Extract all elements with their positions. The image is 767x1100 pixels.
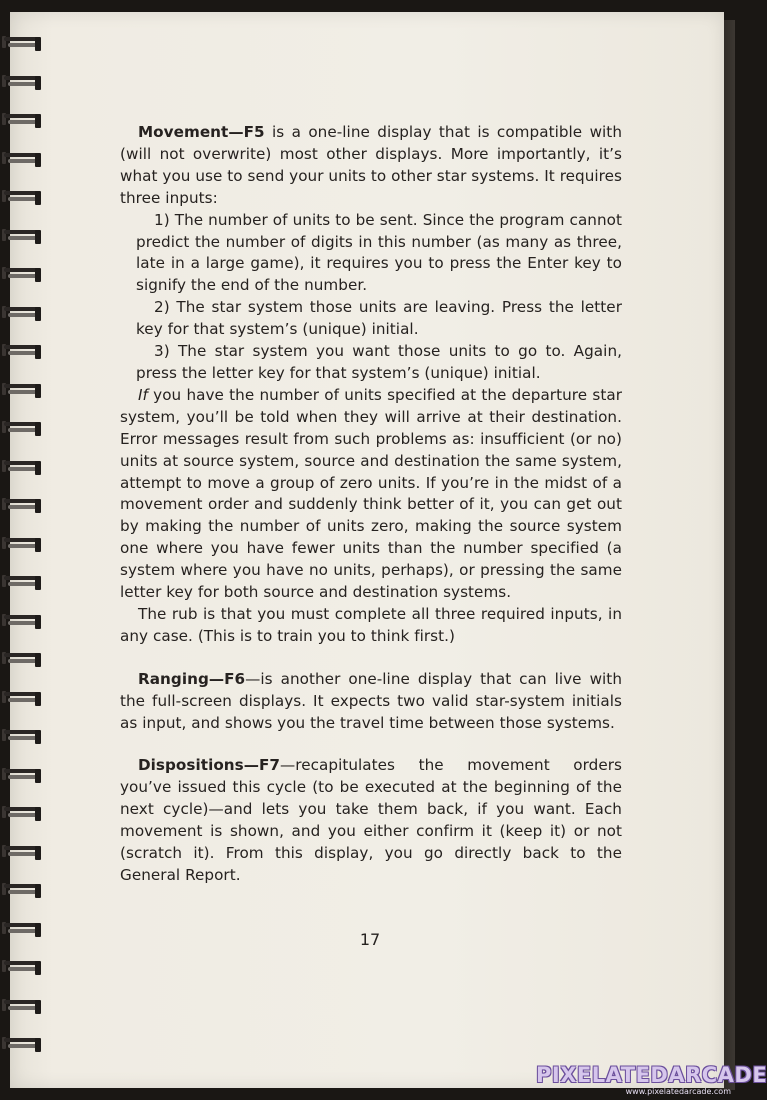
section-gap	[120, 734, 622, 755]
binding-ring	[2, 766, 46, 784]
ranging-paragraph	[120, 669, 622, 735]
binding-ring	[2, 535, 46, 553]
movement-closing: The rub is that you must complete all three required inputs, in any case. (This is to train you to think first.)	[120, 604, 622, 645]
binding-ring	[2, 304, 46, 322]
binding-ring	[2, 689, 46, 707]
movement-item-2: 2) The star system those units are leaving. Press the letter key for that system’s (unique) initial.	[136, 298, 622, 339]
manual-text	[120, 122, 622, 887]
binding-ring	[2, 458, 46, 476]
binding-ring	[2, 188, 46, 206]
ranging-heading: Ranging—F6	[138, 669, 246, 688]
binding-ring	[2, 573, 46, 591]
binding-ring	[2, 612, 46, 630]
movement-details	[120, 385, 622, 604]
binding-ring	[2, 843, 46, 861]
binding-ring	[2, 381, 46, 399]
binding-ring	[2, 804, 46, 822]
page-number: 17	[359, 930, 381, 949]
watermark-logo: PIXELATEDARCADE	[536, 1063, 767, 1087]
spiral-binding	[0, 0, 60, 1100]
movement-item-3: 3) The star system you want those units to go to. Again, press the letter key for that system’s (unique) initial.	[136, 342, 622, 382]
movement-heading: Movement—F5	[138, 123, 265, 141]
binding-ring	[2, 727, 46, 745]
binding-ring	[2, 265, 46, 283]
binding-ring	[2, 650, 46, 668]
section-gap	[120, 648, 622, 669]
binding-ring	[2, 342, 46, 360]
binding-ring	[2, 419, 46, 437]
movement-paragraph	[120, 122, 622, 210]
dispositions-body: —recapitulates the movement orders you’ve issued this cycle (to be executed at the beginning of the next cycle)—and lets you take them back, if you want. Each movement is shown, and you either confirm it (keep it) or not (scratch it). From this display, you go directly back to the General Report.	[120, 756, 622, 884]
ranging-body: —is another one-line display that can live with the full-screen displays. It expects two valid star-system initials as input, and shows you the travel time between those systems.	[120, 669, 622, 732]
binding-ring	[2, 73, 46, 91]
binding-ring	[2, 227, 46, 245]
binding-ring	[2, 1035, 46, 1053]
dispositions-heading: Dispositions—F7	[138, 756, 281, 775]
movement-item-1: 1) The number of units to be sent. Since the program cannot predict the number of digits in this number (as many as three, late in a large game), it requires you to press the Enter key to signify the end of the number.	[136, 210, 622, 295]
movement-intro: is a one-line display that is compatible with (will not overwrite) most other displays. More importantly, it’s what you use to send your units to other star systems. It requires three inputs:	[120, 123, 622, 207]
binding-ring	[2, 958, 46, 976]
watermark	[536, 1063, 767, 1097]
movement-details-text: you have the number of units specified at the departure star system, you’ll be told when they will arrive at their destination. Error messages result from such problems as: insufficient (or no) units at source system, source and destination the same system, attempt to move a group of zero units. If you’re in the midst of a movement order and suddenly think better of it, you can get out by making the number of units zero, making the source system one where you have fewer units than the number specified (a system where you have no units, perhaps), or pressing the same letter key for both source and destination systems.	[120, 385, 622, 602]
binding-ring	[2, 111, 46, 129]
binding-ring	[2, 997, 46, 1015]
binding-ring	[2, 496, 46, 514]
if-word: If	[138, 385, 148, 404]
dispositions-paragraph	[120, 755, 622, 886]
binding-ring	[2, 34, 46, 52]
watermark-url: www.pixelatedarcade.com	[625, 1087, 731, 1096]
binding-ring	[2, 920, 46, 938]
binding-ring	[2, 881, 46, 899]
binding-ring	[2, 150, 46, 168]
